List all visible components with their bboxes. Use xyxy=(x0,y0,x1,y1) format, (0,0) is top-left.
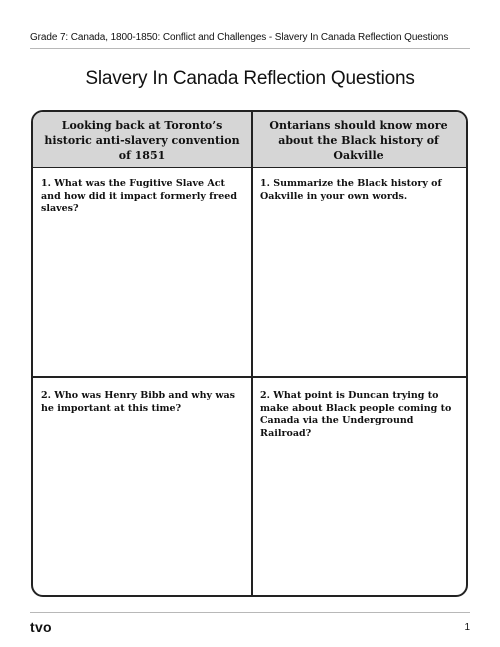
question-duncan-point: 2. What point is Duncan trying to make about Black people coming to Canada via the Underground Railroad? xyxy=(260,390,452,439)
table-header-row xyxy=(33,112,466,168)
tvo-logo: tvo xyxy=(30,619,52,635)
page-title: Slavery In Canada Reflection Questions xyxy=(85,68,415,89)
reflection-table xyxy=(31,110,468,597)
question-fugitive-slave-act: 1. What was the Fugitive Slave Act and how did it impact formerly freed slaves? xyxy=(41,178,237,214)
column-heading-oakville-history: Ontarians should know more about the Black history of Oakville xyxy=(269,118,448,162)
question-henry-bibb: 2. Who was Henry Bibb and why was he important at this time? xyxy=(41,390,236,414)
header-divider xyxy=(30,48,470,49)
page-number: 1 xyxy=(464,622,470,633)
footer-divider xyxy=(30,612,470,613)
question-oakville-summary: 1. Summarize the Black history of Oakville in your own words. xyxy=(260,178,442,202)
row-divider xyxy=(33,376,466,378)
document-header: Grade 7: Canada, 1800-1850: Conflict and Challenges - Slavery In Canada Reflection Questions xyxy=(30,32,449,43)
column-divider xyxy=(251,112,253,595)
column-heading-toronto-convention: Looking back at Toronto’s historic anti-slavery convention of 1851 xyxy=(44,118,240,162)
